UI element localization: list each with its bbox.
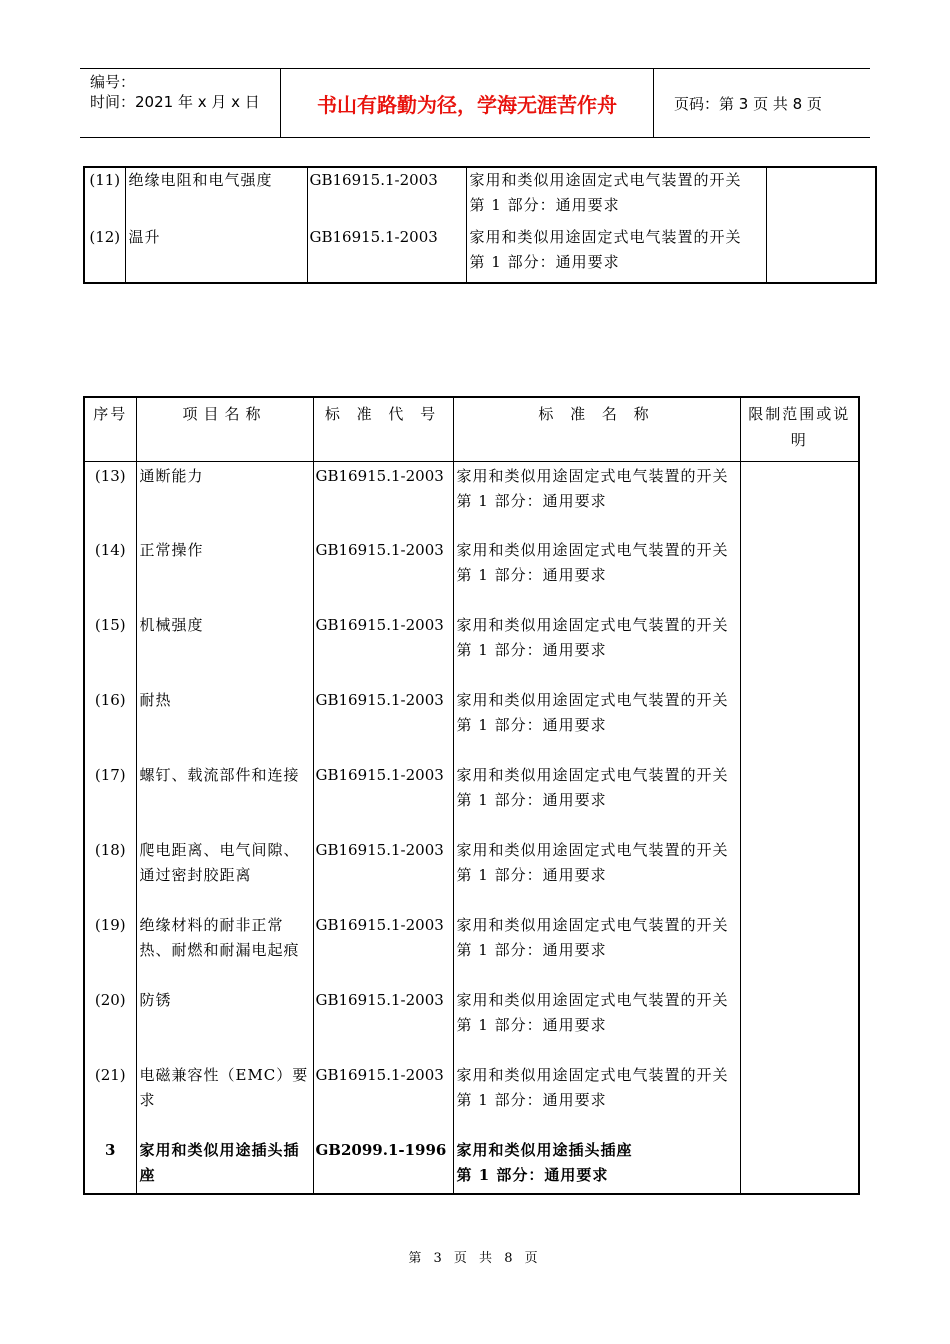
header-standard-name: 标 准 名 称 bbox=[453, 397, 740, 461]
item-name: 通断能力 bbox=[136, 461, 313, 536]
item-name: 电磁兼容性（EMC）要求 bbox=[136, 1061, 313, 1136]
standard-name-line2: 第 1 部分：通用要求 bbox=[456, 566, 607, 584]
row-number: (20) bbox=[84, 986, 136, 1061]
standard-name-line2: 第 1 部分：通用要求 bbox=[456, 716, 607, 734]
standard-name-line2: 第 1 部分：通用要求 bbox=[456, 866, 607, 884]
limit-note bbox=[740, 536, 859, 611]
limit-note bbox=[766, 167, 876, 225]
standard-name-line1: 家用和类似用途固定式电气装置的开关 bbox=[456, 616, 729, 634]
page-info-text: 页码：第 3 页 共 8 页 bbox=[674, 94, 822, 113]
standard-name-line1: 家用和类似用途固定式电气装置的开关 bbox=[456, 1066, 729, 1084]
page-header bbox=[80, 68, 870, 138]
item-name: 绝缘材料的耐非正常热、耐燃和耐漏电起痕 bbox=[136, 911, 313, 986]
standard-name-line1: 家用和类似用途固定式电气装置的开关 bbox=[469, 171, 742, 189]
table-row-section bbox=[84, 1136, 859, 1194]
table-row bbox=[84, 461, 859, 536]
standard-name bbox=[453, 611, 740, 686]
header-standard-code: 标 准 代 号 bbox=[313, 397, 453, 461]
table-row bbox=[84, 836, 859, 911]
limit-note bbox=[766, 225, 876, 283]
table-row bbox=[84, 986, 859, 1061]
standard-code: GB16915.1-2003 bbox=[313, 836, 453, 911]
standard-code: GB16915.1-2003 bbox=[307, 167, 466, 225]
limit-note bbox=[740, 1136, 859, 1194]
limit-note bbox=[740, 611, 859, 686]
standard-name-line2: 第 1 部分：通用要求 bbox=[469, 196, 620, 214]
row-number: (15) bbox=[84, 611, 136, 686]
standard-name-line2: 第 1 部分：通用要求 bbox=[456, 791, 607, 809]
table-row bbox=[84, 911, 859, 986]
limit-note bbox=[740, 686, 859, 761]
standard-name bbox=[453, 761, 740, 836]
standard-name bbox=[453, 1136, 740, 1194]
row-number: 3 bbox=[84, 1136, 136, 1194]
standard-name-line1: 家用和类似用途固定式电气装置的开关 bbox=[456, 841, 729, 859]
limit-note bbox=[740, 761, 859, 836]
standard-code: GB16915.1-2003 bbox=[307, 225, 466, 283]
table-row bbox=[84, 536, 859, 611]
standard-code: GB16915.1-2003 bbox=[313, 461, 453, 536]
item-name: 防锈 bbox=[136, 986, 313, 1061]
standard-name bbox=[453, 536, 740, 611]
limit-note bbox=[740, 461, 859, 536]
document-date-label: 时间：2021 年 x 月 x 日 bbox=[90, 93, 260, 111]
table-row bbox=[84, 225, 876, 283]
limit-note bbox=[740, 1061, 859, 1136]
continued-standards-table bbox=[83, 166, 877, 284]
item-name: 温升 bbox=[125, 225, 307, 283]
item-name: 正常操作 bbox=[136, 536, 313, 611]
row-number: (11) bbox=[84, 167, 125, 225]
item-name: 耐热 bbox=[136, 686, 313, 761]
standard-name-line1: 家用和类似用途固定式电气装置的开关 bbox=[456, 691, 729, 709]
item-name: 绝缘电阻和电气强度 bbox=[125, 167, 307, 225]
standard-code: GB16915.1-2003 bbox=[313, 1061, 453, 1136]
standard-name-line2: 第 1 部分：通用要求 bbox=[469, 253, 620, 271]
standard-name-line1: 家用和类似用途固定式电气装置的开关 bbox=[469, 228, 742, 246]
standard-code: GB2099.1-1996 bbox=[313, 1136, 453, 1194]
standard-name-line1: 家用和类似用途固定式电气装置的开关 bbox=[456, 991, 729, 1009]
standard-name-line2: 第 1 部分：通用要求 bbox=[456, 491, 607, 510]
limit-note bbox=[740, 986, 859, 1061]
standards-table bbox=[83, 396, 860, 1195]
standard-name-line1: 家用和类似用途插头插座 bbox=[456, 1141, 633, 1159]
standard-code: GB16915.1-2003 bbox=[313, 686, 453, 761]
standard-name bbox=[453, 686, 740, 761]
row-number: (14) bbox=[84, 536, 136, 611]
table-row bbox=[84, 761, 859, 836]
header-page-info bbox=[664, 69, 870, 137]
table-row bbox=[84, 1061, 859, 1136]
header-item-name: 项目名称 bbox=[136, 397, 313, 461]
item-name: 机械强度 bbox=[136, 611, 313, 686]
standard-name-line1: 家用和类似用途固定式电气装置的开关 bbox=[456, 766, 729, 784]
standard-code: GB16915.1-2003 bbox=[313, 986, 453, 1061]
standard-name bbox=[453, 836, 740, 911]
standard-name bbox=[453, 461, 740, 536]
item-name: 家用和类似用途插头插座 bbox=[136, 1136, 313, 1194]
standard-code: GB16915.1-2003 bbox=[313, 761, 453, 836]
limit-note bbox=[740, 911, 859, 986]
header-limit: 限制范围或说明 bbox=[740, 397, 859, 461]
row-number: (19) bbox=[84, 911, 136, 986]
row-number: (17) bbox=[84, 761, 136, 836]
standard-name bbox=[453, 911, 740, 986]
row-number: (13) bbox=[84, 461, 136, 536]
document-number-label: 编号： bbox=[90, 73, 136, 91]
item-name: 爬电距离、电气间隙、通过密封胶距离 bbox=[136, 836, 313, 911]
header-motto: 书山有路勤为径，学海无涯苦作舟 bbox=[281, 69, 654, 137]
standard-name-line2: 第 1 部分：通用要求 bbox=[456, 1016, 607, 1034]
standard-name-line2: 第 1 部分：通用要求 bbox=[456, 641, 607, 659]
row-number: (12) bbox=[84, 225, 125, 283]
table-header-row bbox=[84, 397, 859, 461]
standard-code: GB16915.1-2003 bbox=[313, 911, 453, 986]
standard-name-line1: 家用和类似用途固定式电气装置的开关 bbox=[456, 916, 729, 934]
table-row bbox=[84, 686, 859, 761]
header-number: 序号 bbox=[84, 397, 136, 461]
standard-code: GB16915.1-2003 bbox=[313, 536, 453, 611]
standard-name-line2: 第 1 部分：通用要求 bbox=[456, 941, 607, 959]
item-name: 螺钉、载流部件和连接 bbox=[136, 761, 313, 836]
standard-name bbox=[453, 1061, 740, 1136]
table-row bbox=[84, 611, 859, 686]
row-number: (21) bbox=[84, 1061, 136, 1136]
limit-note bbox=[740, 836, 859, 911]
standard-name-line2: 第 1 部分：通用要求 bbox=[456, 1091, 607, 1109]
standard-name-line2: 第 1 部分：通用要求 bbox=[456, 1166, 609, 1184]
table-row bbox=[84, 167, 876, 225]
standard-name bbox=[466, 225, 766, 283]
row-number: (18) bbox=[84, 836, 136, 911]
standard-name-line1: 家用和类似用途固定式电气装置的开关 bbox=[456, 466, 729, 485]
page-footer: 第 3 页 共 8 页 bbox=[408, 1251, 542, 1266]
header-meta-cell bbox=[80, 69, 281, 137]
standard-code: GB16915.1-2003 bbox=[313, 611, 453, 686]
standard-name-line1: 家用和类似用途固定式电气装置的开关 bbox=[456, 541, 729, 559]
standard-name bbox=[453, 986, 740, 1061]
row-number: (16) bbox=[84, 686, 136, 761]
standards-table-body bbox=[84, 461, 859, 1194]
standard-name bbox=[466, 167, 766, 225]
